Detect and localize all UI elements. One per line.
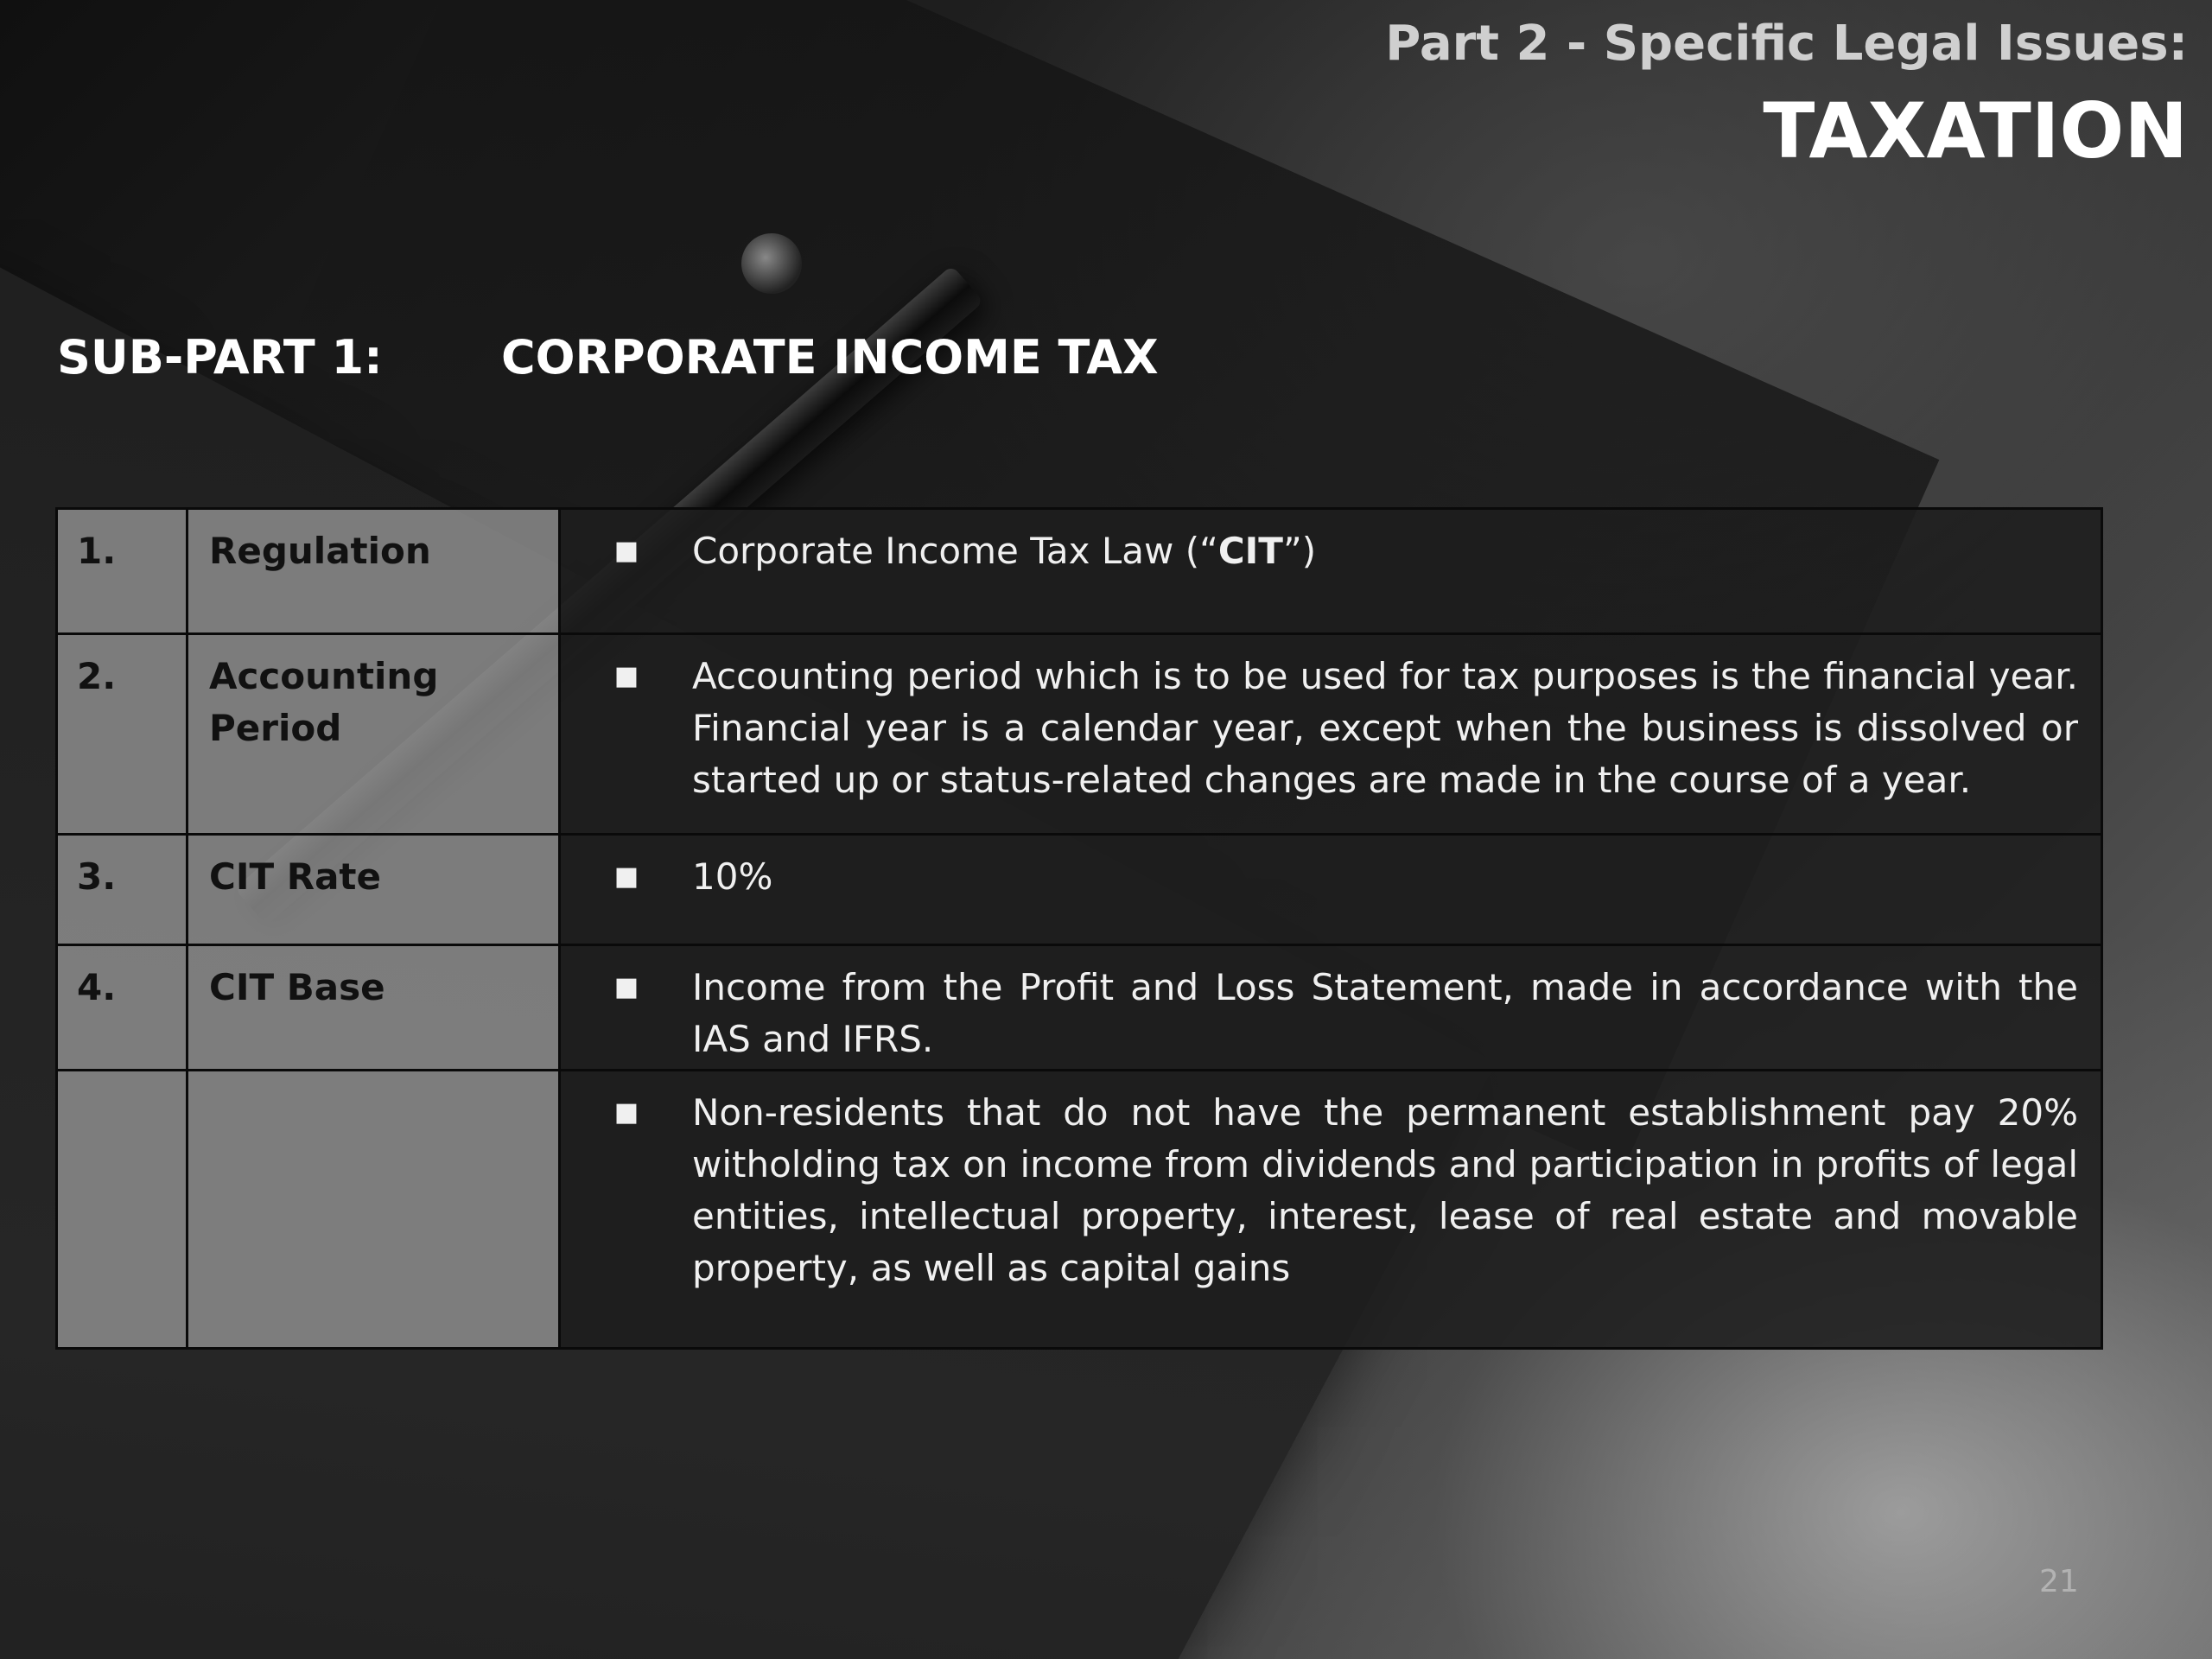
row-content (560, 509, 2102, 634)
row-label: CIT Rate (188, 835, 560, 945)
tax-table (55, 507, 2103, 1350)
table-row (57, 945, 2102, 1071)
bullet-icon: ■ (613, 972, 639, 1002)
row-content (560, 945, 2102, 1071)
bullet-icon: ■ (613, 661, 639, 691)
table-row (57, 634, 2102, 835)
main-title: TAXATION (1763, 86, 2188, 175)
row-text: Accounting period which is to be used for tax purposes is the financial year. Financial year is a calendar year, except when the business is dissolved or started up or status-related changes are made in the course of a year. (692, 655, 2078, 801)
bullet-icon: ■ (613, 1097, 639, 1128)
subpart-label: SUB-PART 1: (57, 330, 383, 385)
table-row (57, 509, 2102, 634)
bullet-icon: ■ (613, 861, 639, 892)
subpart-title: CORPORATE INCOME TAX (501, 330, 1159, 385)
row-label: CIT Base (188, 945, 560, 1071)
row-text: Corporate Income Tax Law (“CIT”) (692, 530, 1317, 572)
cit-abbreviation: CIT (1217, 530, 1283, 572)
row-label: Regulation (188, 509, 560, 634)
row-number: 3. (57, 835, 188, 945)
row-content (560, 835, 2102, 945)
row-content (560, 1071, 2102, 1349)
row-number (57, 1071, 188, 1349)
background-pencil-tip (741, 233, 802, 294)
table-row (57, 835, 2102, 945)
row-number: 1. (57, 509, 188, 634)
bullet-icon: ■ (613, 536, 639, 566)
row-content (560, 634, 2102, 835)
table-row (57, 1071, 2102, 1349)
row-number: 4. (57, 945, 188, 1071)
row-text: Income from the Profit and Loss Statement, made in accordance with the IAS and IFRS. (692, 966, 2078, 1060)
row-text: 10% (692, 855, 773, 898)
row-label (188, 1071, 560, 1349)
row-text: Non-residents that do not have the permanent establishment pay 20% witholding tax on income from dividends and participation in profits of legal entities, intellectual property, interest, lease of real estate and movable property, as well as capital gains (692, 1091, 2078, 1289)
row-label: Accounting Period (188, 634, 560, 835)
page-number: 21 (2039, 1564, 2079, 1599)
row-number: 2. (57, 634, 188, 835)
part-title: Part 2 - Specific Legal Issues: (1385, 16, 2188, 72)
